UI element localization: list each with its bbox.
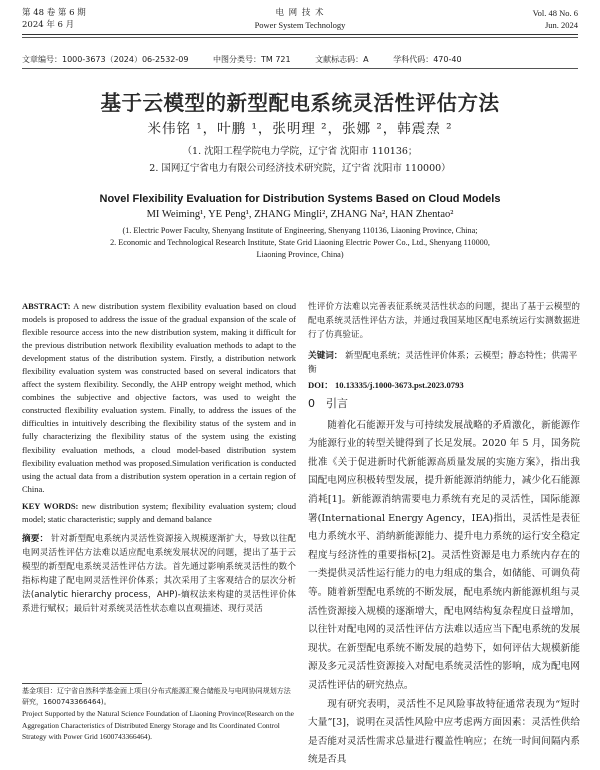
affiliation-en-2: 2. Economic and Technological Research Institute, State Grid Liaoning Electric Power Co., Ltd., Shenyang 110000,	[110, 238, 490, 247]
left-column	[22, 300, 296, 616]
doi	[308, 379, 580, 391]
affiliation-zh-2: 2. 国网辽宁省电力有限公司经济技术研究院，辽宁省 沈阳市 110000）	[149, 163, 451, 174]
title-en: Novel Flexibility Evaluation for Distribution Systems Based on Cloud Models	[99, 193, 501, 205]
discipline-code: 学科代码：470-40	[393, 55, 462, 64]
keywords-zh	[308, 349, 580, 377]
intro-paragraph-2: 现有研究表明，灵活性不足风险事故特征通常表现为“短时大量”[3]，说明在灵活性风险中应考虑两方面因素：灵活性供给是否能对灵活性需求总量进行覆盖性响应；在统一时间间隔内系统是否具	[308, 698, 580, 766]
abstract-en	[22, 300, 296, 496]
article-number: 文章编号：1000-3673（2024）06-2532-09	[22, 55, 189, 64]
keywords-zh-text: 新型配电系统；灵活性评价体系；云模型；静态特性；供需平衡	[308, 350, 578, 375]
keywords-en-label: KEY WORDS:	[22, 500, 79, 511]
affiliation-en-1: (1. Electric Power Faculty, Shenyang Institute of Engineering, Shenyang 110136, Liaoning Province, China;	[122, 226, 478, 235]
header-date-zh: 2024 年 6 月	[22, 20, 75, 30]
footnote-fund-en: Project Supported by the Natural Science Foundation of Liaoning Province(Research on the Aggregation Characteristics of Distributed Energy Storage and Its Coordinated Control Strategy with Power Grid 1600743366464).	[22, 709, 294, 741]
keywords-en	[22, 500, 296, 526]
clc-number: 中图分类号：TM 721	[213, 55, 291, 64]
header-rule-thin	[22, 37, 578, 38]
header-rule	[22, 34, 578, 35]
footnote	[22, 686, 296, 743]
document-code: 文献标志码：A	[315, 55, 369, 64]
page-title: 基于云模型的新型配电系统灵活性评估方法	[100, 91, 500, 115]
keywords-en-text: new distribution system; flexibility evaluation system; cloud model; static characteristic; supply and demand balance	[22, 500, 296, 524]
keywords-zh-label: 关键词：	[308, 350, 343, 361]
abstract-en-text: A new distribution system flexibility evaluation based on cloud models is proposed to address the issue of the gradual expansion of the scale of flexible resource access into the new distribution system, making it difficult for the previous distribution network flexibility evaluation methods to adapt to the development status of the distribution system. Firstly, a distribution network flexibility evaluation system was constructed based on several indicators that affect the system flexibility. Secondly, the AHP entropy weight method, which combines the subjective and objective factors, was used to weight the constructed flexibility evaluation system. Finally, to address the issues of the difficulties in intuitively describing the flexibility status of the system and in fully characterizing the flexibility status of the system using the existing flexibility evaluation methods, a cloud model-based distribution system flexibility evaluation method was proposed.Simulation verification is conducted using the actual data from a distribution system operation in a certain region of China.	[22, 301, 296, 494]
footnote-rule	[22, 683, 142, 684]
doi-value: 10.13335/j.1000-3673.pst.2023.0793	[335, 379, 464, 390]
footnote-fund-zh: 基金项目：辽宁省自然科学基金面上项目(分布式能源汇聚合储能及与电网协同规划方法研究，1600743366464)。	[22, 687, 291, 706]
article-meta	[22, 54, 578, 65]
affiliation-en-3: Liaoning Province, China)	[256, 250, 344, 259]
section-heading-intro: 0 引言	[308, 396, 348, 410]
abstract-zh-text: 针对新型配电系统内灵活性资源接入规模逐渐扩大，导致以往配电网灵活性评估方法难以适应配电系统发展状况的问题，提出了基于云模型的新型配电系统灵活性评估方法。首先通过影响系统灵活性的数个指标构建了配电网灵活性评价体系；其次采用了主客观结合的层次分析法(analytic hierarchy process，AHP)-熵权法来构建的灵活性评价体系进行赋权；最后针对系统灵活性状态难以直观描述、现行灵活	[22, 533, 296, 614]
right-column	[308, 300, 580, 770]
authors-zh: 米伟铭 ¹，叶鹏 ¹，张明理 ²，张娜 ²，韩震焘 ²	[147, 121, 453, 137]
header-volume-zh: 第 48 卷 第 6 期	[22, 8, 86, 18]
affiliation-zh-1: （1. 沈阳工程学院电力学院，辽宁省 沈阳市 110136；	[182, 146, 418, 157]
abstract-en-label: ABSTRACT:	[22, 301, 71, 311]
abstract-zh-continued: 性评价方法难以完善表征系统灵活性状态的问题，提出了基于云模型的配电系统灵活性评估方法，并通过我国某地区配电系统运行实测数据进行了仿真验证。	[308, 302, 580, 341]
header-journal-en: Power System Technology	[254, 20, 346, 30]
authors-en: MI Weiming¹, YE Peng¹, ZHANG Mingli², ZHANG Na², HAN Zhentao²	[146, 209, 454, 220]
header-journal-zh: 电 网 技 术	[275, 8, 325, 18]
intro-paragraph-1: 随着化石能源开发与可持续发展战略的矛盾激化，新能源作为能源行业的转型关键得到了长足发展。2020 年 5 月，国务院批准《关于促进新时代新能源高质量发展的实施方案》，指出我国配电网应积极转型发展，提升新能源消纳能力，减少化石能源消耗[1]。新能源消纳需要电力系统有充足的灵活性，国际能源署(International Energy Agency，IEA)指出，灵活性是表征电力系统水平、消纳新能源能力、提升电力系统的运行安全稳定程度与经济性的重要指标[2]。灵活性资源是电力系统内存在的一类提供灵活性运行能力的电力组成的集合，如储能、可调负荷等。随着新型配电系统的不断发展，配电系统内新能源机组与灵活性资源接入规模的逐渐增大，配电网结构复杂程度日益增加，以往针对配电网的灵活性评估方法难以适应当下配电系统的发展现状。在新型配电系统不断发展的趋势下，如何评估大规模新能源及多元灵活性资源接入对配电系统灵活性的影响，成为配电网灵活性评估的研究热点。	[308, 419, 580, 691]
abstract-zh	[22, 532, 296, 616]
header-date-en: Jun. 2024	[544, 20, 578, 30]
meta-rule	[22, 68, 578, 69]
doi-label: DOI：	[308, 379, 333, 390]
abstract-zh-label: 摘要：	[22, 533, 49, 544]
header-volume-en: Vol. 48 No. 6	[532, 8, 578, 18]
